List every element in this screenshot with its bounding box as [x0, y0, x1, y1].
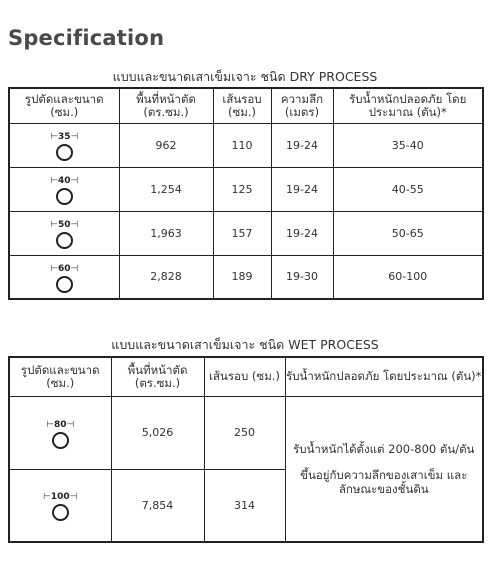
- column-header-section: รูปตัดและขนาด (ซม.): [9, 357, 111, 396]
- table-row: [9, 167, 483, 211]
- perimeter-cell: 110: [213, 123, 271, 167]
- pile-section-icon: ⊢35⊣: [50, 129, 78, 161]
- pile-section-cell: [9, 255, 119, 299]
- column-header-depth: ความลึก (เมตร): [271, 88, 333, 123]
- table-header-row: [9, 88, 483, 123]
- pile-section-icon: ⊢40⊣: [50, 173, 78, 205]
- area-cell: 7,854: [111, 469, 204, 542]
- circle-icon: [56, 232, 73, 249]
- load-note-cell: [285, 396, 483, 542]
- pile-section-cell: [9, 123, 119, 167]
- load-cell: 50-65: [333, 211, 483, 255]
- pile-section-icon: ⊢50⊣: [50, 217, 78, 249]
- wet-process-title: แบบและขนาดเสาเข็มเจาะ ชนิด WET PROCESS: [111, 337, 379, 352]
- page-title: Specification: [8, 26, 165, 50]
- column-header-section: รูปตัดและขนาด (ซม.): [9, 88, 119, 123]
- depth-cell: 19-30: [271, 255, 333, 299]
- pile-size-label: 40: [57, 176, 71, 186]
- load-cell: 35-40: [333, 123, 483, 167]
- pile-section-cell: [9, 396, 111, 469]
- perimeter-cell: 250: [204, 396, 285, 469]
- column-header-safe-load: รับน้ำหนักปลอดภัย โดยประมาณ (ตัน)*: [285, 357, 483, 396]
- circle-icon: [52, 432, 69, 449]
- column-header-area: พื้นที่หน้าตัด (ตร.ซม.): [111, 357, 204, 396]
- column-header-perimeter: เส้นรอบ (ซม.): [204, 357, 285, 396]
- depth-cell: 19-24: [271, 211, 333, 255]
- pile-size-label: 80: [53, 419, 67, 430]
- load-note-line-1: รับน้ำหนักได้ตั้งแต่ 200-800 ตัน/ตัน: [293, 441, 475, 456]
- depth-cell: 19-24: [271, 167, 333, 211]
- area-cell: 5,026: [111, 396, 204, 469]
- circle-icon: [56, 144, 73, 161]
- table-row: [9, 255, 483, 299]
- dry-process-title: แบบและขนาดเสาเข็มเจาะ ชนิด DRY PROCESS: [112, 69, 378, 84]
- area-cell: 1,254: [119, 167, 213, 211]
- pile-size-label: 60: [57, 263, 71, 274]
- pile-size-label: 50: [57, 220, 71, 230]
- column-header-safe-load: รับน้ำหนักปลอดภัย โดยประมาณ (ตัน)*: [333, 88, 483, 123]
- perimeter-cell: 189: [213, 255, 271, 299]
- table-header-row: [9, 357, 483, 396]
- table-row: [9, 123, 483, 167]
- circle-icon: [56, 188, 73, 205]
- perimeter-cell: 314: [204, 469, 285, 542]
- pile-section-icon: ⊢60⊣: [50, 261, 78, 293]
- pile-size-label: 100: [50, 492, 70, 503]
- pile-section-cell: [9, 211, 119, 255]
- load-cell: 60-100: [333, 255, 483, 299]
- column-header-perimeter: เส้นรอบ (ซม.): [213, 88, 271, 123]
- circle-icon: [56, 276, 73, 293]
- pile-section-cell: [9, 167, 119, 211]
- pile-section-icon: ⊢100⊣: [43, 489, 77, 521]
- perimeter-cell: 125: [213, 167, 271, 211]
- pile-size-label: 35: [57, 132, 71, 142]
- dry-process-table: [8, 87, 484, 300]
- area-cell: 1,963: [119, 211, 213, 255]
- pile-section-icon: ⊢80⊣: [46, 417, 74, 449]
- table-row: [9, 211, 483, 255]
- pile-section-cell: [9, 469, 111, 542]
- load-cell: 40-55: [333, 167, 483, 211]
- circle-icon: [52, 504, 69, 521]
- area-cell: 2,828: [119, 255, 213, 299]
- perimeter-cell: 157: [213, 211, 271, 255]
- table-row: [9, 396, 483, 469]
- load-note-line-2: ขึ้นอยู่กับความลึกของเสาเข็ม และลักษณะของชั้นดิน: [300, 467, 468, 496]
- wet-process-table: [8, 356, 484, 543]
- area-cell: 962: [119, 123, 213, 167]
- column-header-area: พื้นที่หน้าตัด (ตร.ซม.): [119, 88, 213, 123]
- depth-cell: 19-24: [271, 123, 333, 167]
